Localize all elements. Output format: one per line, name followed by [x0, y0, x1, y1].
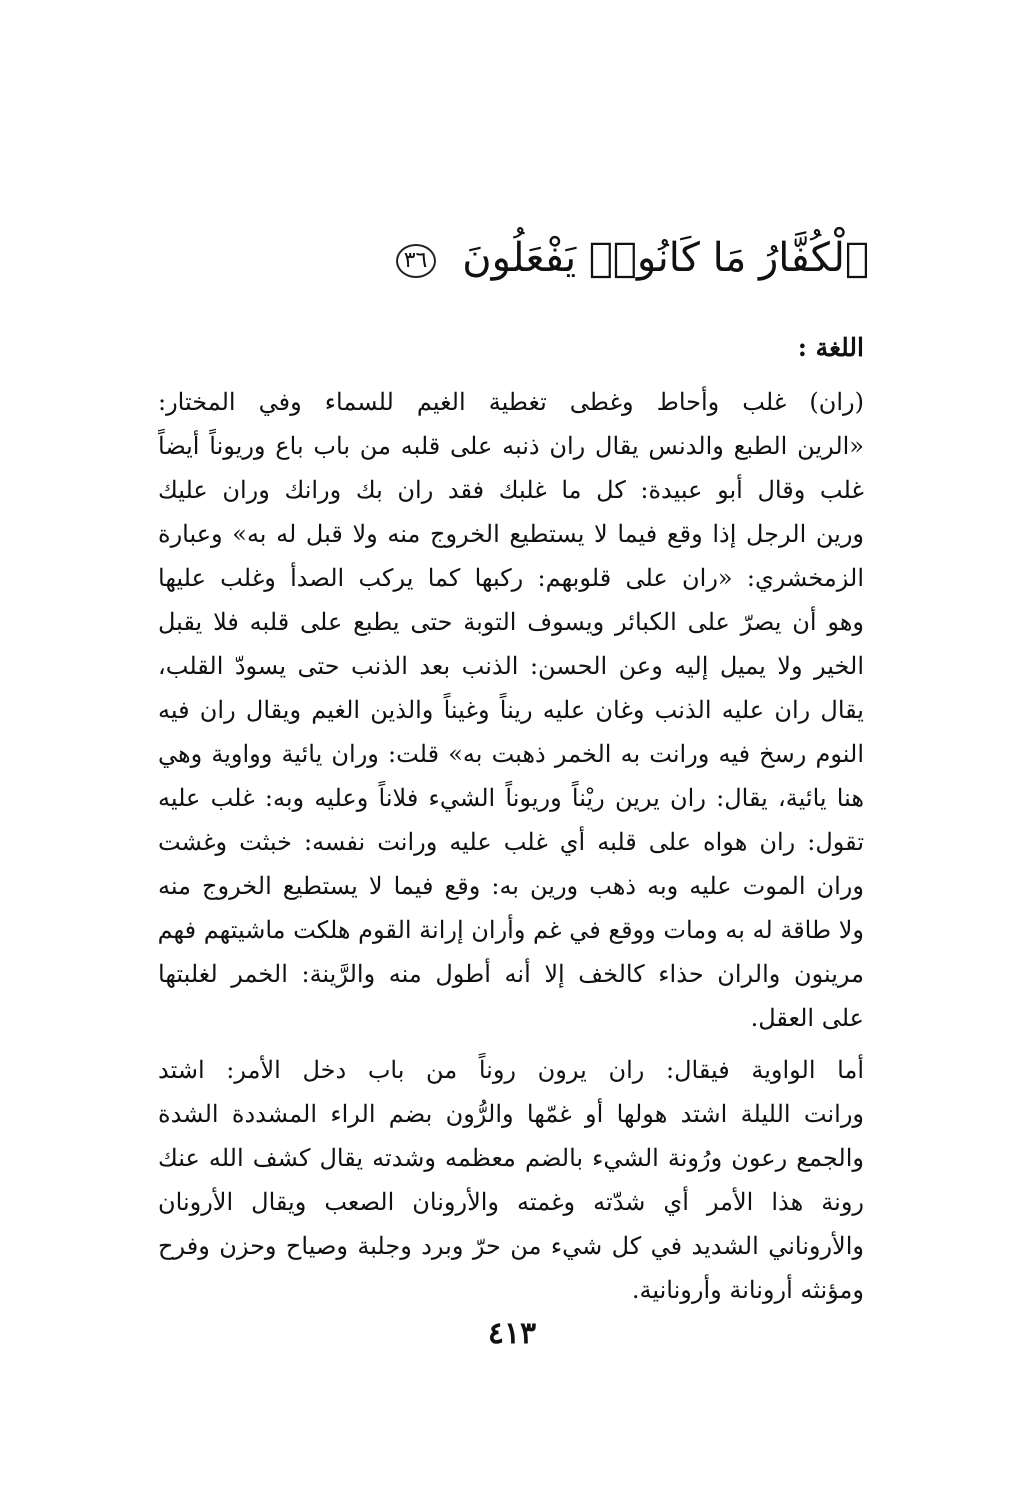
- text-line: ومؤنثه أرونانة وأرونانية.: [631, 1276, 864, 1304]
- paragraph-2: [158, 1048, 864, 1312]
- text-line: ورين الرجل إذا وقع فيما لا يستطيع الخروج منه ولا قبل له به» وعبارة: [158, 520, 864, 548]
- text-line: هنا يائية، يقال: ران يرين ريْناً وريوناً الشيء فلاناً وعليه وبه: غلب عليه: [158, 784, 864, 812]
- text-line: والجمع رعون ورُونة الشيء بالضم معظمه وشدته يقال كشف الله عنك: [158, 1144, 864, 1172]
- paragraph-1: [158, 380, 864, 1040]
- text-line: الخير ولا يميل إليه وعن الحسن: الذنب بعد الذنب حتى يسودّ القلب،: [158, 652, 864, 680]
- text-line: مرينون والران حذاء كالخف إلا أنه أطول منه والرَّينة: الخمر لغلبتها: [158, 960, 864, 988]
- text-line: يقال ران عليه الذنب وغان عليه ريناً وغيناً والذين الغيم ويقال ران فيه: [158, 696, 864, 724]
- text-line: على العقل.: [750, 1004, 864, 1032]
- text-line: غلب وقال أبو عبيدة: كل ما غلبك فقد ران بك ورانك وران عليك: [158, 476, 864, 504]
- text-line: ولا طاقة له به ومات ووقع في غم وأران إرانة القوم هلكت ماشيتهم فهم: [158, 916, 864, 944]
- text-line: «الرين الطبع والدنس يقال ران ذنبه على قلبه من باب باع وريوناً أيضاً: [158, 432, 864, 460]
- verse-text: ٱلْكُفَّارُ مَا كَانُوا۟ يَفْعَلُونَ: [462, 235, 869, 281]
- verse-number-marker: ٣٦: [396, 244, 436, 278]
- quran-verse: [169, 228, 869, 288]
- text-line: (ران) غلب وأحاط وغطى تغطية الغيم للسماء وفي المختار:: [158, 388, 864, 416]
- page-number: ٤١٣: [487, 1316, 537, 1351]
- section-heading: اللغة :: [797, 333, 864, 362]
- text-line: أما الواوية فيقال: ران يرون روناً من باب دخل الأمر: اشتد: [158, 1056, 864, 1084]
- text-line: وران الموت عليه وبه ذهب ورين به: وقع فيما لا يستطيع الخروج منه: [158, 872, 864, 900]
- text-line: والأروناني الشديد في كل شيء من حرّ وبرد وجلبة وصياح وحزن وفرح: [158, 1232, 864, 1260]
- text-line: رونة هذا الأمر أي شدّته وغمته والأرونان الصعب ويقال الأرونان: [158, 1188, 864, 1216]
- text-line: ورانت الليلة اشتد هولها أو غمّها والرُّون بضم الراء المشددة الشدة: [158, 1100, 864, 1128]
- text-line: وهو أن يصرّ على الكبائر ويسوف التوبة حتى يطبع على قلبه فلا يقبل: [158, 608, 864, 636]
- text-line: تقول: ران هواه على قلبه أي غلب عليه ورانت نفسه: خبثت وغشت: [158, 828, 864, 856]
- text-line: الزمخشري: «ران على قلوبهم: ركبها كما يركب الصدأ وغلب عليها: [158, 564, 864, 592]
- text-line: النوم رسخ فيه ورانت به الخمر ذهبت به» قلت: وران يائية وواوية وهي: [158, 740, 864, 768]
